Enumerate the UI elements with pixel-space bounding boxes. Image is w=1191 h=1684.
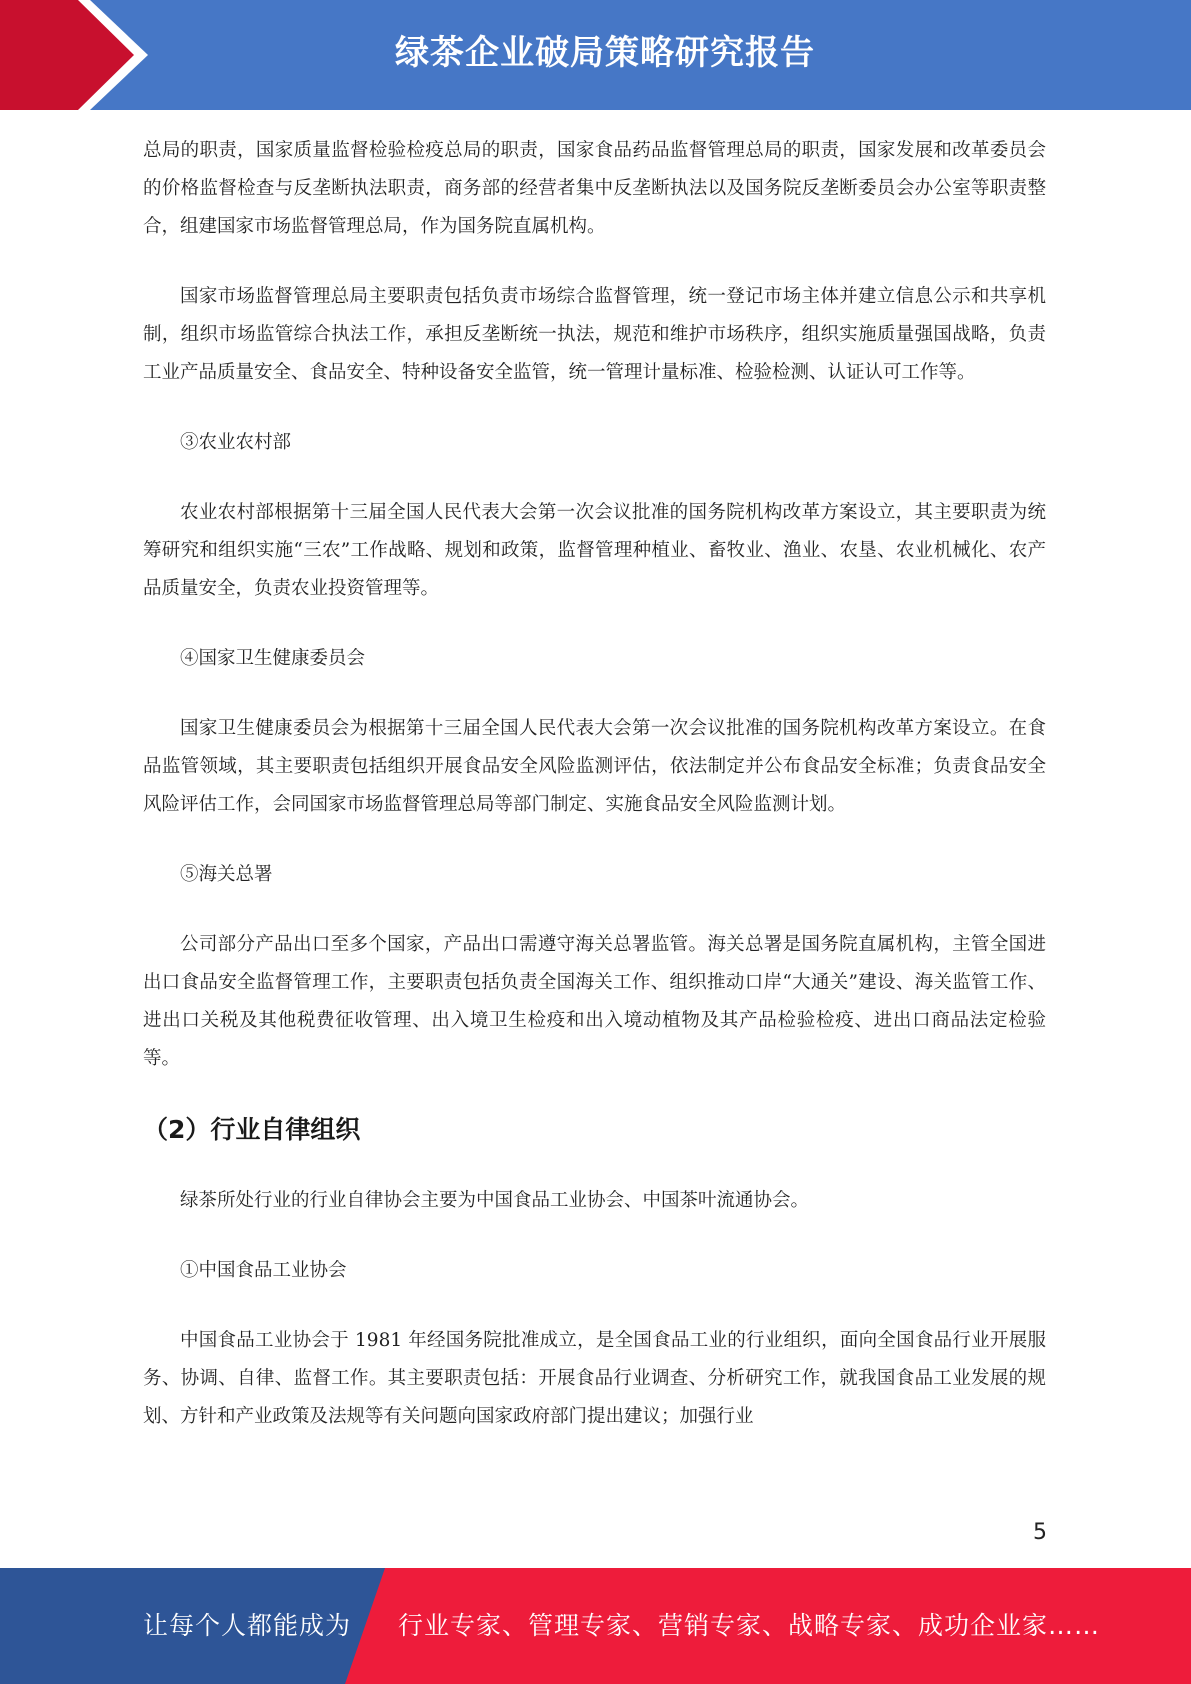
subheading-food-industry-association: ①中国食品工业协会 [180,1260,347,1281]
paragraph: 公司部分产品出口至多个国家，产品出口需遵守海关总署监管。海关总署是国务院直属机构，主管全国进出口食品安全监督管理工作，主要职责包括负责全国海关工作、组织推动口岸“大通关”建设、海关监管工作、进出口关税及其他税费征收管理、出入境卫生检疫和出入境动植物及其产品检验检疫、进出口商品法定检验等。 [143,934,1046,1069]
footer-slogan-left: 让每个人都能成为 [143,1611,352,1640]
paragraph: 农业农村部根据第十三届全国人民代表大会第一次会议批准的国务院机构改革方案设立，其主要职责为统筹研究和组织实施“三农”工作战略、规划和政策，监督管理种植业、畜牧业、渔业、农垦、农业机械化、农产品质量安全，负责农业投资管理等。 [143,502,1046,599]
paragraph: 国家卫生健康委员会为根据第十三届全国人民代表大会第一次会议批准的国务院机构改革方案设立。在食品监管领域，其主要职责包括组织开展食品安全风险监测评估，依法制定并公布食品安全标准；负责食品安全风险评估工作，会同国家市场监督管理总局等部门制定、实施食品安全风险监测计划。 [143,718,1046,815]
footer-slogan-right: 行业专家、管理专家、营销专家、战略专家、成功企业家…… [398,1611,1101,1640]
page-number: 5 [1033,1520,1047,1545]
report-title: 绿茶企业破局策略研究报告 [395,33,815,73]
page-content [143,132,1046,1468]
page-footer [0,1568,1191,1684]
paragraph: 绿茶所处行业的行业自律协会主要为中国食品工业协会、中国茶叶流通协会。 [180,1190,810,1211]
subheading-agriculture-ministry: ③农业农村部 [180,432,292,453]
section-heading-industry-self-regulation: （2）行业自律组织 [143,1115,361,1144]
header-arrow-decoration [0,0,160,110]
paragraph: 总局的职责，国家质量监督检验检疫总局的职责，国家食品药品监督管理总局的职责，国家发展和改革委员会的价格监督检查与反垄断执法职责，商务部的经营者集中反垄断执法以及国务院反垄断委员会办公室等职责整合，组建国家市场监督管理总局，作为国务院直属机构。 [143,140,1046,237]
paragraph: 中国食品工业协会于 1981 年经国务院批准成立，是全国食品工业的行业组织，面向全国食品行业开展服务、协调、自律、监督工作。其主要职责包括：开展食品行业调查、分析研究工作，就我国食品工业发展的规划、方针和产业政策及法规等有关问题向国家政府部门提出建议；加强行业 [143,1330,1046,1427]
page-header [0,0,1191,110]
subheading-health-commission: ④国家卫生健康委员会 [180,648,366,669]
paragraph: 国家市场监督管理总局主要职责包括负责市场综合监督管理，统一登记市场主体并建立信息公示和共享机制，组织市场监管综合执法工作，承担反垄断统一执法，规范和维护市场秩序，组织实施质量强国战略，负责工业产品质量安全、食品安全、特种设备安全监管，统一管理计量标准、检验检测、认证认可工作等。 [143,286,1046,383]
subheading-customs: ⑤海关总署 [180,864,273,885]
